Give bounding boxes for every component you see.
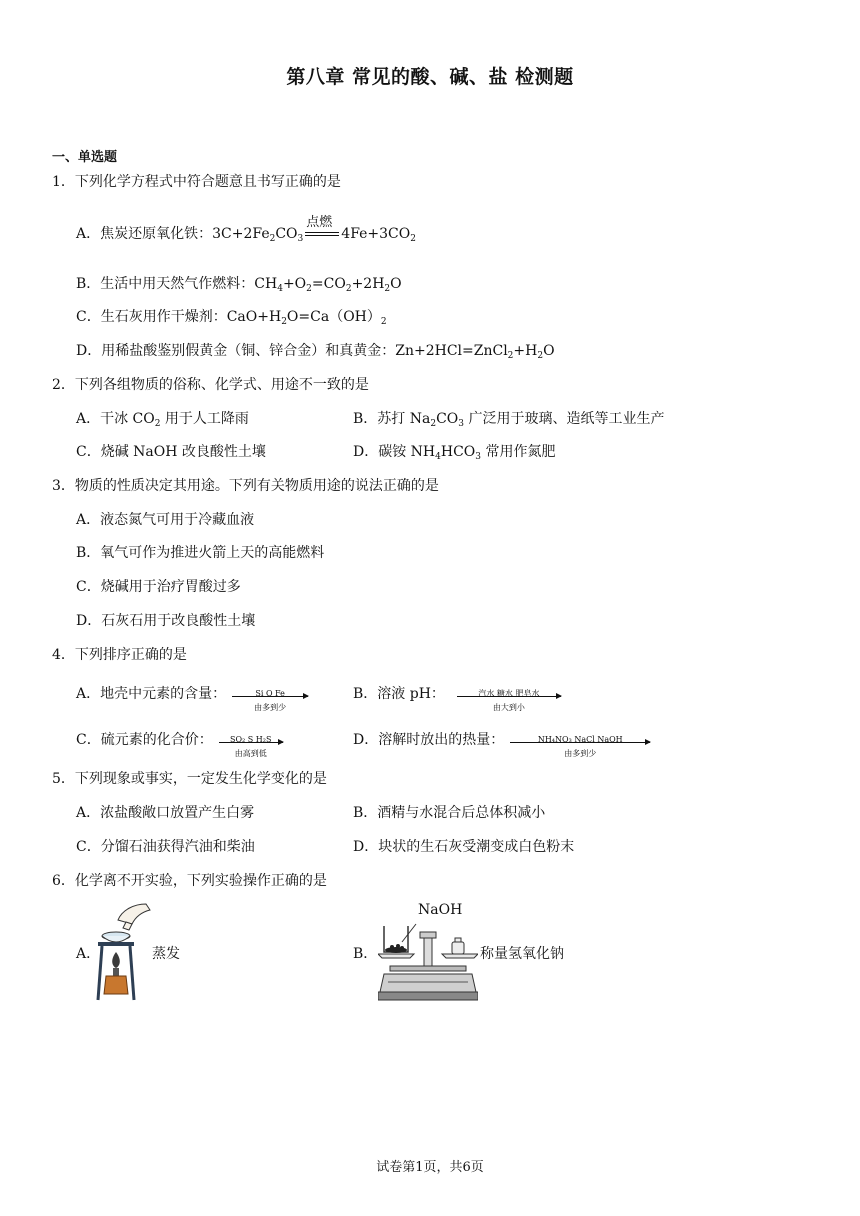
q3-option-d[interactable]: D．石灰石用于改良酸性土壤 [76, 613, 256, 629]
q6-option-b-caption: 称量氢氧化钠 [480, 946, 564, 962]
q1-stem: 1．下列化学方程式中符合题意且书写正确的是 [52, 174, 341, 190]
q4-option-a[interactable]: A．地壳中元素的含量： Si O Fe 由多到少 [76, 684, 308, 704]
naoh-label: NaOH [418, 902, 463, 918]
evaporation-apparatus-illustration [96, 902, 156, 1002]
q6-option-a[interactable]: A． [76, 946, 101, 962]
reaction-condition: 点燃 [305, 232, 339, 236]
page-footer: 试卷第1页，共6页 [376, 1160, 484, 1175]
q5-option-c[interactable]: C．分馏石油获得汽油和柴油 [76, 839, 255, 855]
order-arrow-d: NH₄NO₃ NaCl NaOH 由多到少 [510, 740, 650, 741]
q5-stem: 5．下列现象或事实，一定发生化学变化的是 [52, 771, 327, 787]
q1-option-b[interactable]: B．生活中用天然气作燃料：$CH_4+O_2=CO_2+2H_2O$ [76, 276, 402, 294]
section-heading: 一、单选题 [52, 150, 118, 165]
q4-option-b[interactable]: B．溶液 pH： 汽水 糖水 肥皂水 由大到小 [353, 684, 561, 704]
q6-option-a-caption: 蒸发 [152, 946, 180, 962]
order-arrow-a: Si O Fe 由多到少 [232, 694, 308, 695]
q5-option-d[interactable]: D．块状的生石灰受潮变成白色粉末 [353, 839, 575, 855]
q2-option-a[interactable]: A．干冰 $CO_2$ 用于人工降雨 [76, 411, 249, 429]
q2-option-c[interactable]: C．烧碱 NaOH 改良酸性土壤 [76, 444, 266, 460]
q1-option-c[interactable]: C．生石灰用作干燥剂：$CaO+H_2O=Ca(OH)_2$ [76, 309, 387, 327]
order-arrow-c: SO₂ S H₂S 由高到低 [219, 740, 283, 741]
q3-option-b[interactable]: B．氧气可作为推进火箭上天的高能燃料 [76, 545, 325, 561]
page-title: 第八章 常见的酸、碱、盐 检测题 [286, 66, 574, 88]
q3-option-a[interactable]: A．液态氮气可用于冷藏血液 [76, 512, 255, 528]
order-arrow-b: 汽水 糖水 肥皂水 由大到小 [457, 694, 561, 695]
q5-option-a[interactable]: A．浓盐酸敞口放置产生白雾 [76, 805, 255, 821]
q3-option-c[interactable]: C．烧碱用于治疗胃酸过多 [76, 579, 241, 595]
q3-stem: 3．物质的性质决定其用途。下列有关物质用途的说法正确的是 [52, 478, 439, 494]
q5-option-b[interactable]: B．酒精与水混合后总体积减小 [353, 805, 546, 821]
q2-option-d[interactable]: D．碳铵 $NH_4HCO_3$ 常用作氮肥 [353, 444, 556, 462]
q2-stem: 2．下列各组物质的俗称、化学式、用途不一致的是 [52, 377, 369, 393]
balance-scale-illustration [378, 912, 478, 1004]
q2-option-b[interactable]: B．苏打 $Na_2CO_3$ 广泛用于玻璃、造纸等工业生产 [353, 411, 665, 429]
q4-option-c[interactable]: C．硫元素的化合价： SO₂ S H₂S 由高到低 [76, 730, 283, 750]
q4-stem: 4．下列排序正确的是 [52, 647, 187, 663]
q1-option-a[interactable]: A．焦炭还原氧化铁：$3C+2Fe_2CO_3$ 点燃 $4Fe+3CO_2$ [76, 215, 416, 244]
q1-option-d[interactable]: D．用稀盐酸鉴别假黄金（铜、锌合金）和真黄金：$Zn+2HCl=ZnCl_2+H_2O$ [76, 343, 555, 361]
q6-stem: 6．化学离不开实验，下列实验操作正确的是 [52, 873, 327, 889]
q4-option-d[interactable]: D．溶解时放出的热量： NH₄NO₃ NaCl NaOH 由多到少 [353, 730, 650, 750]
q6-option-b[interactable]: B． [353, 946, 378, 962]
